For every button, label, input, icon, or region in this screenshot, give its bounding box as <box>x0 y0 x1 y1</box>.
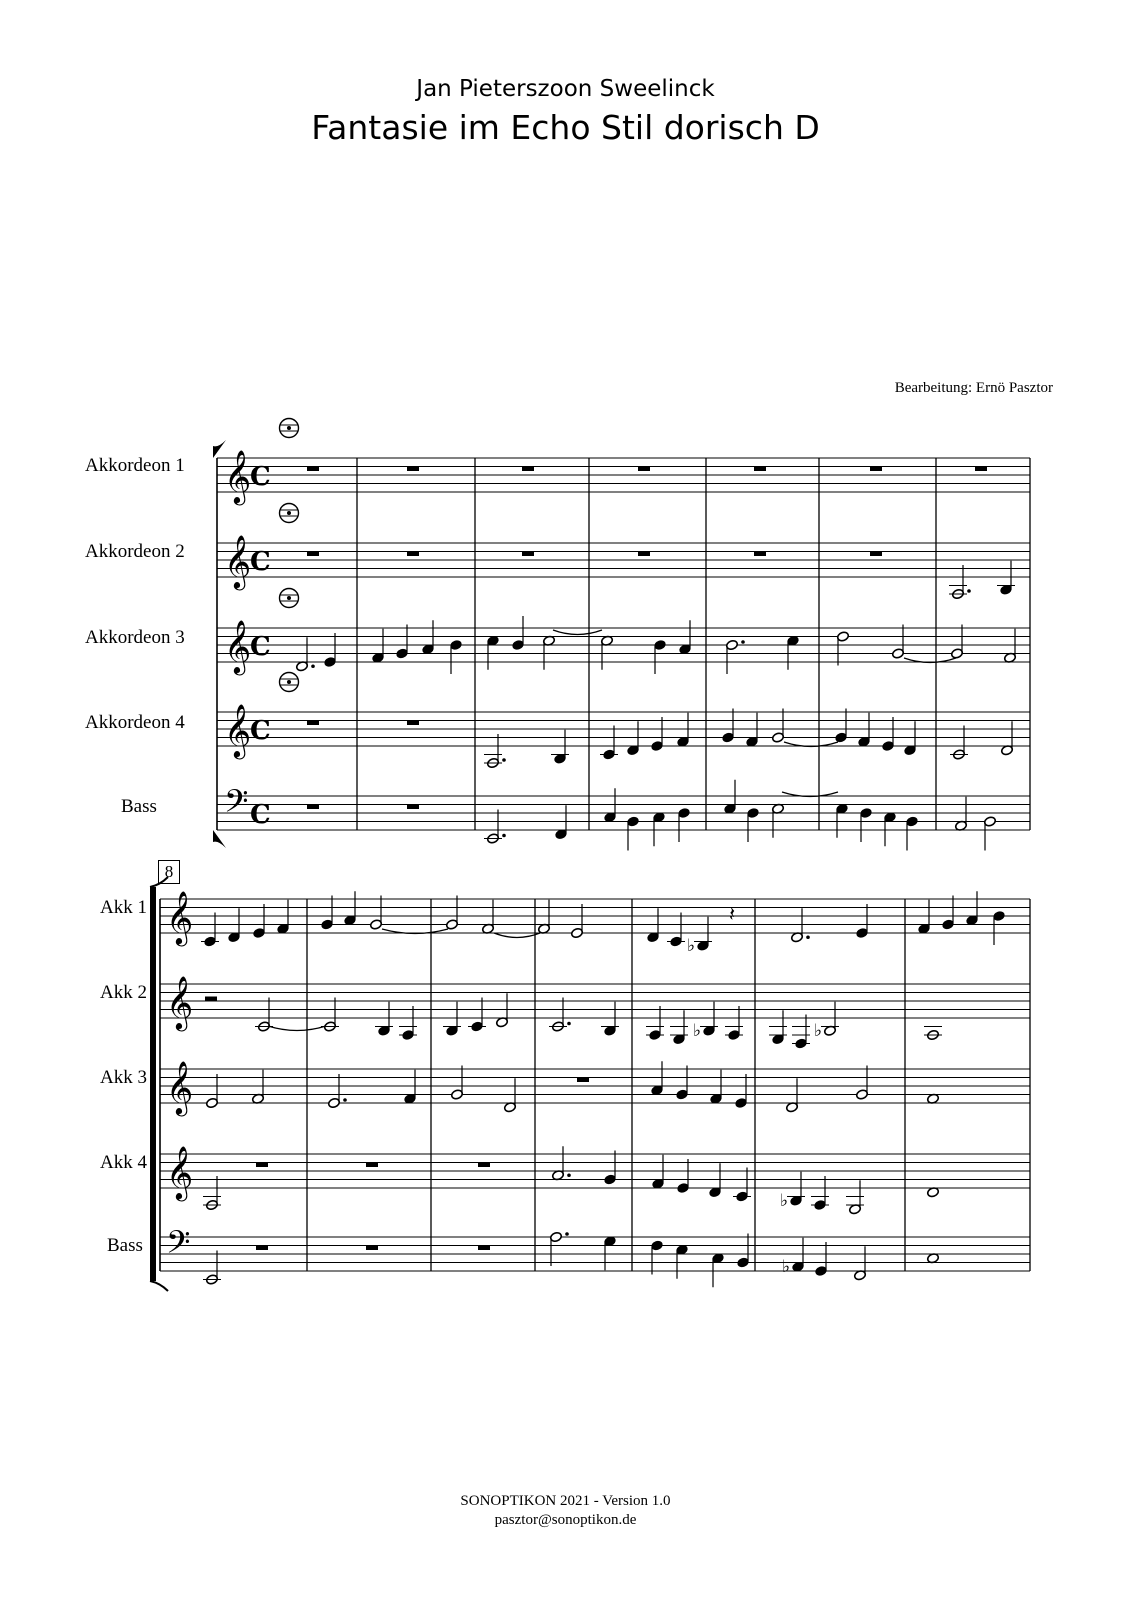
augmentation-dot <box>565 1232 569 1236</box>
whole-rest <box>522 552 534 557</box>
footer-email: pasztor@sonoptikon.de <box>494 1512 637 1528</box>
treble-clef-icon: 𝄞 <box>166 1145 194 1199</box>
bass-clef-icon: 𝄢 <box>224 783 249 827</box>
whole-rest <box>256 1163 268 1168</box>
register-icon-dot <box>287 680 291 684</box>
treble-clef-icon: 𝄞 <box>224 534 252 588</box>
augmentation-dot <box>502 758 506 762</box>
whole-rest <box>478 1163 490 1168</box>
whole-rest <box>307 552 319 557</box>
treble-clef-icon: 𝄞 <box>166 1060 194 1114</box>
tie <box>268 1026 326 1031</box>
whole-rest <box>407 805 419 810</box>
flat-icon: ♭ <box>693 1020 702 1041</box>
treble-clef-icon: 𝄞 <box>224 449 252 503</box>
augmentation-dot <box>502 834 506 838</box>
whole-rest <box>407 552 419 557</box>
whole-rest <box>870 552 882 557</box>
time-signature-c: C <box>250 800 271 830</box>
treble-clef-icon: 𝄞 <box>224 619 252 673</box>
tie <box>553 630 602 635</box>
augmentation-dot <box>806 935 810 939</box>
staff-label-bass: Bass <box>121 796 157 817</box>
flat-icon: ♭ <box>780 1190 789 1211</box>
system-bracket <box>150 887 156 1281</box>
whole-rest <box>638 467 650 472</box>
augmentation-dot <box>567 1173 571 1177</box>
staff-label-akk-3: Akk 3 <box>100 1067 147 1088</box>
whole-rest <box>870 467 882 472</box>
half-rest <box>205 997 217 1002</box>
measure-number: 8 <box>158 860 180 884</box>
composer-name: Jan Pieterszoon Sweelinck <box>416 76 715 102</box>
treble-clef-icon: 𝄞 <box>166 975 194 1029</box>
bass-clef-icon: 𝄢 <box>166 1224 191 1268</box>
whole-rest <box>975 467 987 472</box>
staff-label-akkordeon-4: Akkordeon 4 <box>85 712 185 733</box>
staff-label-akkordeon-1: Akkordeon 1 <box>85 455 185 476</box>
whole-rest <box>478 1246 490 1251</box>
flat-icon: ♭ <box>687 935 696 956</box>
time-signature-c: C <box>250 462 271 492</box>
register-icon-dot <box>287 596 291 600</box>
flat-icon: ♭ <box>814 1020 823 1041</box>
whole-rest <box>407 721 419 726</box>
whole-rest <box>256 1246 268 1251</box>
staff-label-akk-1: Akk 1 <box>100 897 147 918</box>
staff-label-akkordeon-2: Akkordeon 2 <box>85 541 185 562</box>
staff-label-akk-4: Akk 4 <box>100 1152 147 1173</box>
register-icon-dot <box>287 511 291 515</box>
whole-rest <box>522 467 534 472</box>
whole-rest <box>638 552 650 557</box>
whole-rest <box>407 467 419 472</box>
whole-rest <box>307 467 319 472</box>
whole-rest <box>366 1246 378 1251</box>
footer-publisher: SONOPTIKON 2021 - Version 1.0 <box>460 1493 671 1509</box>
whole-rest <box>577 1078 589 1083</box>
whole-rest <box>307 805 319 810</box>
augmentation-dot <box>567 1022 571 1026</box>
augmentation-dot <box>967 589 971 593</box>
quarter-rest-icon: 𝄽 <box>729 902 736 926</box>
augmentation-dot <box>343 1098 347 1102</box>
treble-clef-icon: 𝄞 <box>166 890 194 944</box>
arranger-credit: Bearbeitung: Ernö Pasztor <box>894 380 1053 396</box>
staff-label-akk-2: Akk 2 <box>100 982 147 1003</box>
whole-rest <box>307 721 319 726</box>
whole-rest <box>754 467 766 472</box>
time-signature-c: C <box>250 547 271 577</box>
augmentation-dot <box>741 640 745 644</box>
augmentation-dot <box>311 664 315 668</box>
whole-rest <box>754 552 766 557</box>
treble-clef-icon: 𝄞 <box>224 703 252 757</box>
staff-label-akkordeon-3: Akkordeon 3 <box>85 627 185 648</box>
bracket-top <box>150 877 168 887</box>
piece-title: Fantasie im Echo Stil dorisch D <box>311 108 820 147</box>
time-signature-c: C <box>250 632 271 662</box>
time-signature-c: C <box>250 716 271 746</box>
whole-rest <box>366 1163 378 1168</box>
bracket-bottom <box>150 1281 168 1291</box>
flat-icon: ♭ <box>782 1256 791 1277</box>
staff-label-bass-2: Bass <box>107 1235 143 1256</box>
register-icon-dot <box>287 426 291 430</box>
tie <box>494 933 540 938</box>
